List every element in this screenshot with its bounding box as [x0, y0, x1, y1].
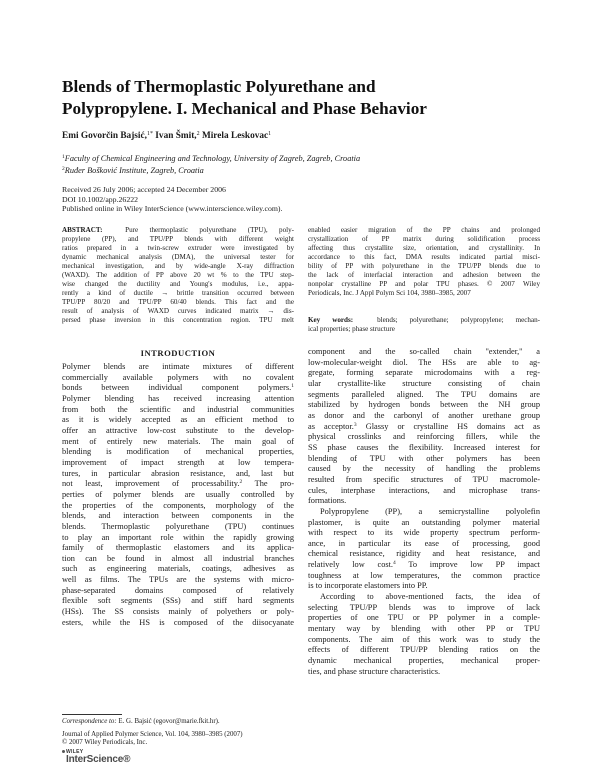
body-line: According to above-mentioned facts, the idea of: [320, 592, 540, 602]
abstract-line: (WAXD). The addition of PP above 20 wt % to the TPU step-: [62, 271, 294, 280]
abstract-right-column: [308, 226, 540, 298]
affiliations: [62, 152, 360, 176]
correspondence-note: [62, 718, 220, 725]
keywords-text: blends; polyurethane; polypropylene; mechan-: [377, 316, 541, 324]
title-line: Blends of Thermoplastic Polyurethane and: [62, 77, 376, 96]
body-line: dynamic mechanical properties, mechanical proper-: [308, 656, 540, 666]
logo-main-text: InterScience®: [66, 754, 131, 765]
author-sup: 1*: [146, 131, 153, 137]
title-line: Polypropylene. I. Mechanical and Phase Behavior: [62, 99, 427, 118]
body-line: [62, 383, 294, 394]
abstract-line: TPU/PP 80/20 and TPU/PP 60/40 blends. This fact and the: [62, 298, 294, 307]
abstract-line: [62, 226, 294, 235]
abstract-line: persed phase inversion in this concentration region. TPU melt: [62, 316, 294, 325]
body-text: Glassy or crystalline HS domains act as: [356, 421, 540, 431]
keywords: [308, 316, 540, 334]
body-line: flexible soft segments (SSs) and stiff hard segments: [62, 596, 294, 606]
paper-title: [62, 76, 542, 120]
body-right-column: [308, 347, 540, 677]
body-line: tures, in particular abrasion resistance, and, last but: [62, 468, 294, 478]
body-line: perties of polymer blends are usually controlled by: [62, 489, 294, 499]
body-line: components. The aim of this work was to study the: [308, 634, 540, 644]
body-line: [308, 422, 540, 433]
body-line: with respect to its wide property spectrum perform-: [308, 528, 540, 538]
abstract-line: accordance to this fact, DMA results indicated partial misci-: [308, 253, 540, 262]
logo-top-text: WILEY: [66, 749, 84, 755]
abstract-line: ratios prepared in a twin-screw extruder were investigated by: [62, 244, 294, 253]
journal-info: [62, 731, 243, 748]
received-line: Received 26 July 2006; accepted 24 December 2006: [62, 185, 226, 194]
introduction-heading: INTRODUCTION: [140, 348, 216, 358]
body-line: well as films. The TPUs are the systems with micro-: [62, 575, 294, 585]
body-text: To improve low PP impact: [395, 560, 540, 570]
body-line: as it is widely accepted as an efficient method to: [62, 415, 294, 425]
body-line: blending is modification of mechanical properties,: [62, 447, 294, 457]
body-line: from both the scientific and industrial communities: [62, 404, 294, 414]
body-line: [62, 479, 294, 490]
body-line: component and the so-called chain ''extender,'' a: [308, 347, 540, 356]
abstract-line: bility of PP with polyurethane in the TPU/PP blends due to: [308, 262, 540, 271]
body-line: caused by the necessity of handling the problems: [308, 464, 540, 474]
body-line: Polymer blending has received increasing attention: [62, 393, 294, 403]
author-name: Ivan Šmit,: [155, 131, 197, 141]
body-text: not least, improvement of processability.: [62, 479, 240, 489]
body-text: relatively low cost.: [308, 560, 394, 570]
doi-line: DOI 10.1002/app.26222: [62, 194, 139, 204]
abstract-line: result of analysis of WAXD curves indicated matrix → dis-: [62, 307, 294, 316]
author-name: Mirela Leskovac: [201, 131, 269, 141]
body-line: selecting TPU/PP blends was to improve of lack: [308, 602, 540, 612]
affiliation-line: [62, 164, 360, 176]
body-line: cules, interphase interactions, and microphase trans-: [308, 485, 540, 495]
body-line: properties of one TPU or PP polymer in a comple-: [308, 613, 540, 623]
body-line: (HSs). The SS consists mainly of polyethers or poly-: [62, 607, 294, 617]
abstract-line: Periodicals, Inc. J Appl Polym Sci 104, 3980–3985, 2007: [308, 289, 471, 298]
body-text: as acceptor.: [308, 421, 354, 431]
body-line: blends. Thermoplastic polyurethane (TPU) continues: [62, 521, 294, 531]
keywords-label: Key words:: [308, 316, 354, 324]
body-line: gregate, forming separate microdomains with a reg-: [308, 368, 540, 378]
affiliation-text: Faculty of Chemical Engineering and Technology, University of Zagreb, Zagreb, Croatia: [64, 154, 361, 163]
affiliation-sup: 2: [62, 166, 65, 173]
body-text: bonds between individual component polymers.: [62, 383, 292, 393]
journal-citation: Journal of Applied Polymer Science, Vol. 104, 3980–3985 (2007): [62, 731, 243, 738]
abstract-line: the lack of interfacial interaction and adhesion between the: [308, 271, 540, 280]
body-line: resulted from specific structures of TPU macromole-: [308, 474, 540, 484]
body-line: to play an important role within the rapidly growing: [62, 532, 294, 542]
body-line: Polymer blends are intimate mixtures of different: [62, 362, 294, 371]
correspondence-text: E. G. Bajsić (egovor@marie.fkit.hr).: [116, 718, 220, 725]
abstract-line: mechanical investigation, and by wide-angle X-ray diffraction: [62, 262, 294, 271]
keywords-line: [308, 316, 540, 325]
body-line: effects of different TPU/PP blending ratios on the: [308, 645, 540, 655]
abstract-line: dynamic mechanical analysis (DMA), the universal tester for: [62, 253, 294, 262]
body-line: is to incorporate elastomers into PP.: [308, 581, 428, 591]
published-line: Published online in Wiley InterScience (www.interscience.wiley.com).: [62, 204, 283, 214]
body-line: ular crystallite-like structure consisting of chain: [308, 378, 540, 388]
affiliation-line: [62, 152, 360, 164]
abstract-line: rently a kind of ductile → brittle transition occurred between: [62, 289, 294, 298]
abstract-line: wise changed the ductility and Young's modulus, i.e., appa-: [62, 280, 294, 289]
body-line: tion can be found in almost all industrial branches: [62, 553, 294, 563]
body-line: stabilized by hydrogen bonds between the NH group: [308, 400, 540, 410]
body-line: physical crosslinks and reinforcing fillers, while the: [308, 432, 540, 442]
body-line: segments paralleled aligned. The TPU domains are: [308, 389, 540, 399]
body-line: offer an attractive low-cost substitute to the develop-: [62, 425, 294, 435]
body-left-column: [62, 362, 294, 628]
body-line: blends, and interaction between components in the: [62, 511, 294, 521]
citation-sup: 1: [291, 383, 294, 390]
body-line: [308, 560, 540, 571]
abstract-left-column: [62, 226, 294, 325]
body-line: improvement of impact strength at low tempera-: [62, 457, 294, 467]
body-line: ment of entirely new materials. The main goal of: [62, 436, 294, 446]
body-line: such as engineering materials, coatings, adhesives as: [62, 564, 294, 574]
wiley-interscience-logo: [62, 749, 132, 767]
abstract-line: enabled easier migration of the PP chains and prolonged: [308, 226, 540, 234]
body-line: Polypropylene (PP), a semicrystalline polyolefin: [320, 506, 540, 516]
abstract-line: nonpolar crystalline PP and polar TPU phases. © 2007 Wiley: [308, 280, 540, 289]
body-line: chemical resistance, rigidity and heat resistance, and: [308, 549, 540, 559]
citation-sup: 2: [239, 479, 243, 486]
author-name: Emi Govorčin Bajsić,: [62, 131, 147, 141]
body-line: ties, and phase structure characteristics.: [308, 666, 441, 676]
body-line: as donor and the carbonyl of another urethane group: [308, 410, 540, 420]
correspondence-label: Correspondence to:: [62, 718, 117, 725]
abstract-line: propylene (PP), and TPU/PP blends with different weight: [62, 235, 294, 244]
copyright-line: © 2007 Wiley Periodicals, Inc.: [62, 739, 148, 747]
body-line: plastomer, is quite an outstanding polymer material: [308, 517, 540, 527]
author-sup: 1: [268, 131, 272, 137]
body-line: formations.: [308, 496, 347, 506]
body-line: toughness at low temperatures, the common practice: [308, 570, 540, 580]
abstract-line: affecting thus crystallite size, orientation, and crystallinity. In: [308, 244, 540, 253]
abstract-text: Pure thermoplastic polyurethane (TPU), poly-: [125, 226, 294, 234]
body-line: blending of TPU with other polymers has been: [308, 453, 540, 463]
body-line: mentary way by blending with other PP or TPU: [308, 624, 540, 634]
citation-sup: 3: [353, 421, 357, 428]
body-line: phase-separated domains composed of relatively: [62, 585, 294, 595]
author-list: [62, 131, 271, 141]
body-line: family of thermoplastic elastomers and its applica-: [62, 543, 294, 553]
affiliation-text: Ruđer Bošković Institute, Zagreb, Croatia: [64, 166, 204, 176]
body-line: commercially available polymers with no covalent: [62, 372, 294, 382]
body-line: SS phase causes the flexibility. Increased interest for: [308, 442, 540, 452]
body-line: esters, while the HS is composed of the diisocyanate: [62, 617, 294, 627]
abstract-label: ABSTRACT:: [62, 226, 103, 234]
body-line: ance, in particular its ease of processing, good: [308, 538, 540, 548]
publication-history: [62, 185, 282, 214]
author-sup: 2: [196, 131, 200, 137]
footnote-rule: [62, 714, 122, 715]
keywords-line: ical properties; phase structure: [308, 325, 395, 334]
body-line: low-molecular-weight diol. The HSs are able to ag-: [308, 357, 540, 367]
citation-sup: 4: [393, 560, 396, 567]
body-line: the properties of the components, morphology of the: [62, 500, 294, 510]
logo-mark-icon: [62, 750, 65, 753]
affiliation-sup: 1: [62, 154, 65, 160]
abstract-line: crystallization of PP matrix during solidification process: [308, 235, 540, 244]
body-text: The pro-: [242, 479, 294, 489]
